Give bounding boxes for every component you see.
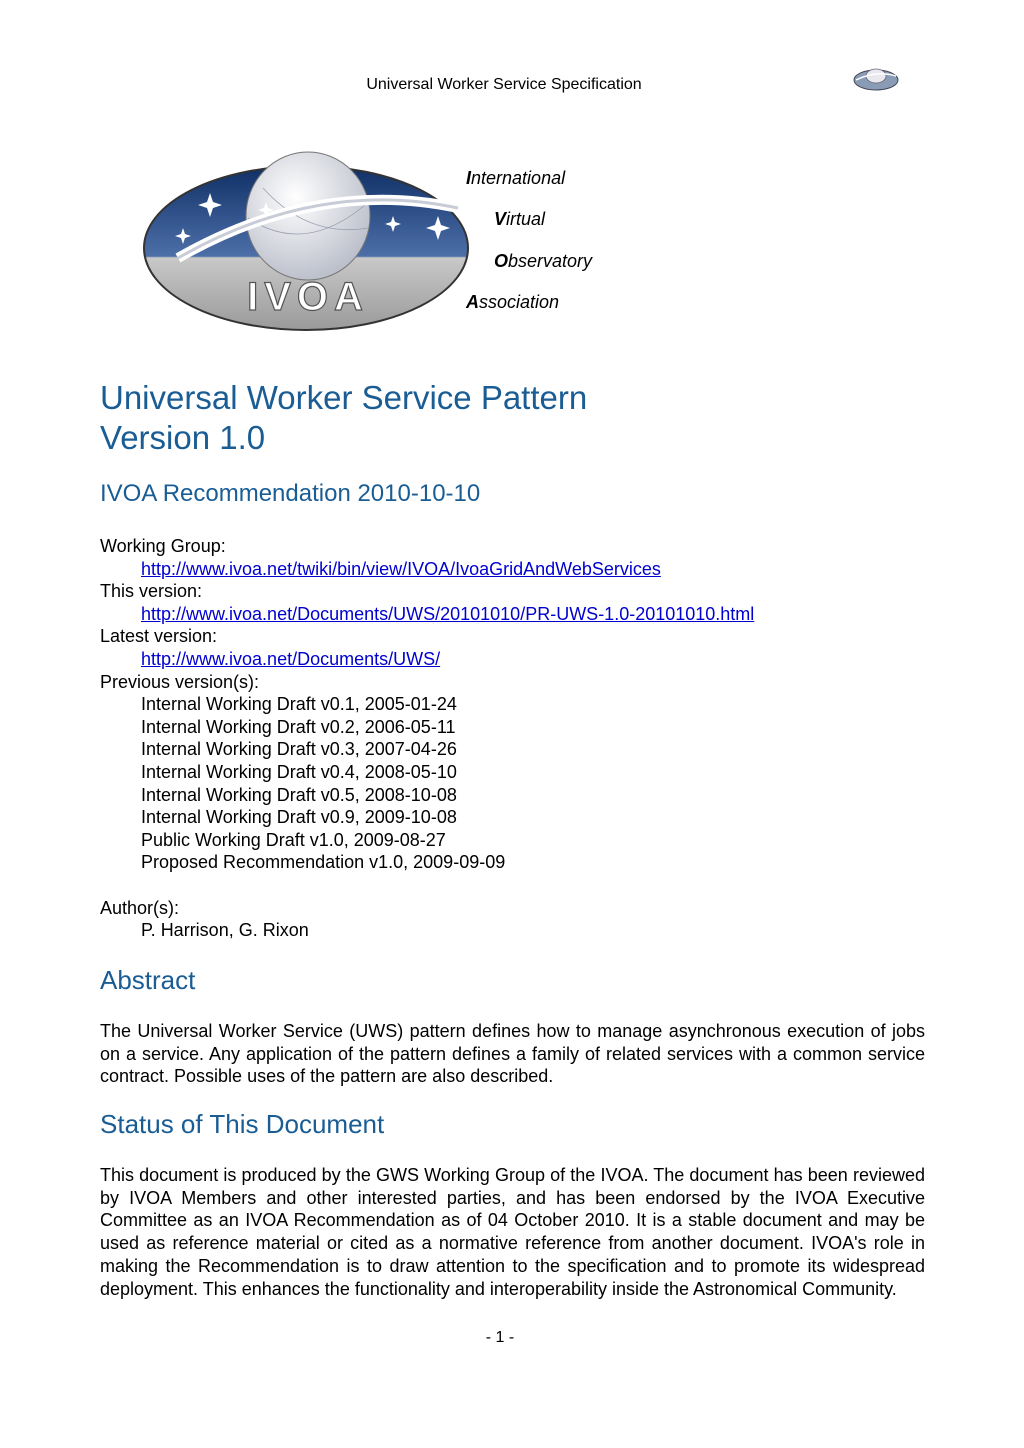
logo-word-observatory: Observatory — [494, 251, 593, 271]
this-version-link[interactable]: http://www.ivoa.net/Documents/UWS/20101010/PR-UWS-1.0-20101010.html — [141, 603, 755, 624]
previous-version-item: Public Working Draft v1.0, 2009-08-27 — [141, 829, 446, 850]
previous-version-item: Proposed Recommendation v1.0, 2009-09-09 — [141, 852, 506, 873]
abstract-heading: Abstract — [100, 965, 196, 995]
authors-label: Author(s): — [100, 897, 180, 918]
previous-version-item: Internal Working Draft v0.3, 2007-04-26 — [141, 739, 457, 760]
logo-acronym-words — [0, 0, 1024, 400]
authors: P. Harrison, G. Rixon — [141, 920, 309, 941]
logo-word-association: Association — [466, 292, 560, 312]
previous-version-item: Internal Working Draft v0.5, 2008-10-08 — [141, 784, 457, 805]
page-number: - 1 - — [485, 1329, 515, 1346]
latest-version-label: Latest version: — [100, 626, 218, 647]
latest-version-link[interactable]: http://www.ivoa.net/Documents/UWS/ — [141, 648, 441, 669]
previous-version-item: Internal Working Draft v0.9, 2009-10-08 — [141, 807, 457, 828]
previous-version-item: Internal Working Draft v0.1, 2005-01-24 — [141, 694, 457, 715]
running-header: Universal Worker Service Specification — [366, 76, 642, 93]
previous-version-item: Internal Working Draft v0.2, 2006-05-11 — [141, 716, 456, 737]
status-text: This document is produced by the GWS Working Group of the IVOA. The document has been reviewed by IVOA Members and other interested parties, and has been endorsed by the IVOA Executive Committee as an IVOA Recommendation as of 04 October 2010. It is a stable document and may be used as reference material or cited as a normative reference from another document. IVOA's role in making the Recommendation is to draw attention to the specification and to promote its widespread deployment. This enhances the functionality and interoperability inside the Astronomical Community. — [100, 1165, 925, 1299]
ivoa-logo-text: IVOA — [247, 275, 369, 319]
status-heading: Status of This Document — [100, 1109, 385, 1139]
logo-word-international: International — [466, 168, 566, 188]
document-metadata — [100, 535, 940, 942]
this-version-label: This version: — [100, 581, 203, 602]
abstract-text: The Universal Worker Service (UWS) pattern defines how to manage asynchronous execution of jobs on a service. Any application of the pattern defines a family of related services with a common service contract. Possible uses of the pattern are also described. — [100, 1021, 925, 1087]
document-status-subtitle: IVOA Recommendation 2010-10-10 — [100, 480, 481, 507]
logo-word-virtual: Virtual — [494, 209, 546, 229]
document-title: Universal Worker Service Pattern Version 1.0 — [100, 379, 588, 456]
previous-version-item: Internal Working Draft v0.4, 2008-05-10 — [141, 761, 457, 782]
working-group-label: Working Group: — [100, 536, 226, 556]
previous-versions-label: Previous version(s): — [100, 671, 260, 692]
working-group-link[interactable]: http://www.ivoa.net/twiki/bin/view/IVOA/IvoaGridAndWebServices — [141, 558, 661, 579]
